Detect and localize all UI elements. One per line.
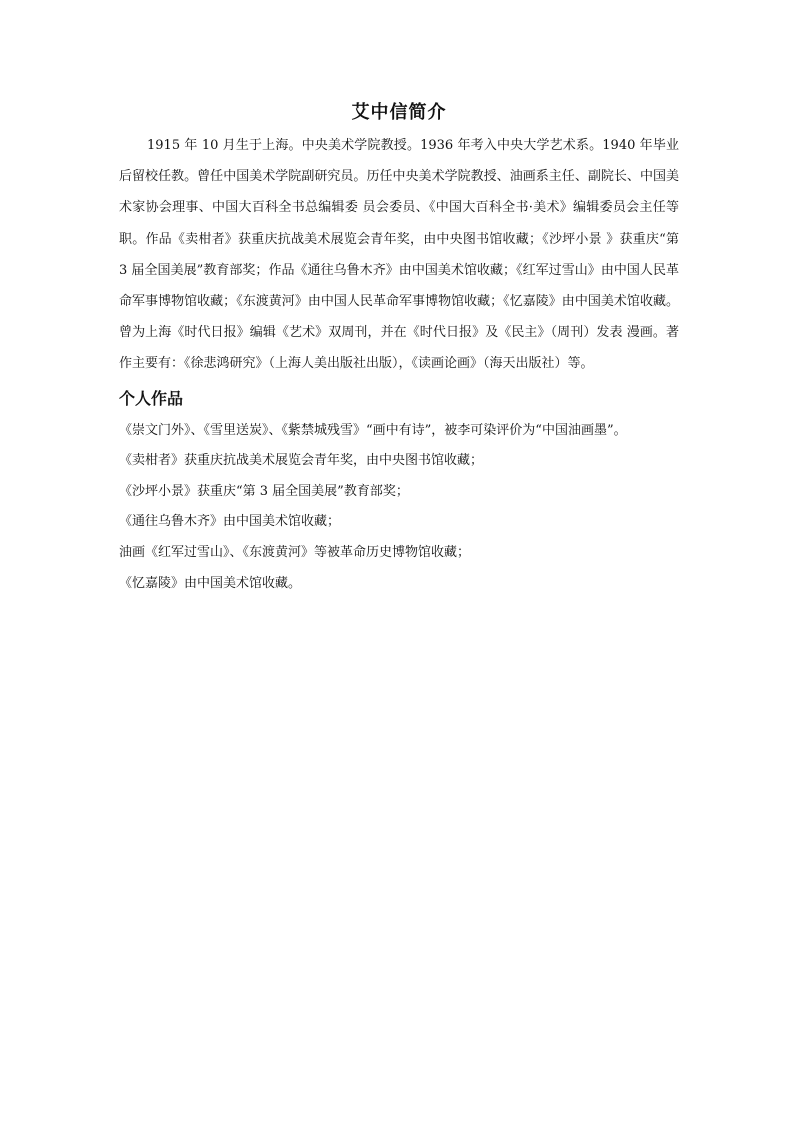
list-item: 《通往乌鲁木齐》由中国美术馆收藏； xyxy=(119,514,341,530)
list-item: 《忆嘉陵》由中国美术馆收藏。 xyxy=(119,575,302,591)
list-item: 《崇文门外》、《雪里送炭》、《紫禁城残雪》“画中有诗”，被李可染评价为“中国油画墨”。 xyxy=(119,422,627,438)
document-title: 艾中信简介 xyxy=(351,102,447,123)
works-heading: 个人作品 xyxy=(119,388,184,408)
list-item: 《卖柑者》获重庆抗战美术展览会青年奖，由中央图书馆收藏； xyxy=(119,453,484,469)
list-item: 油画《红军过雪山》、《东渡黄河》等被革命历史博物馆收藏； xyxy=(119,545,471,560)
works-list xyxy=(119,416,679,600)
intro-paragraph: 1915 年 10 月生于上海。中央美术学院教授。1936 年考入中央大学艺术系。1940 年毕业后留校任教。曾任中国美术学院副研究员。历任中央美术学院教授、油画系主任、副院长、中国美术家协会理事、中国大百科全书总编辑委 员会委员、《中国大百科全书·美术》编辑委员会主任等职。作品《卖柑者》获重庆抗战美术展览会青年奖，由中央图书馆收藏；《沙坪小景 》获重庆“第 3 届全国美展”教育部奖；作品《通往乌鲁木齐》由中国美术馆收藏；《红军过雪山》由中国人民革命军事博物馆收藏；《东渡黄河》由中国人民革命军事博物馆收藏；《忆嘉陵》由中国美术馆收藏。曾为上海《时代日报》编辑《艺术》双周刊，并在《时代日报》及《民主》（周刊）发表 漫画。著作主要有：《徐悲鸿研究》（上海人美出版社出版），《读画论画》（海天出版社）等。 xyxy=(119,138,679,372)
document-page xyxy=(119,100,679,599)
list-item: 《沙坪小景》获重庆“第 3 届全国美展”教育部奖； xyxy=(119,483,409,499)
